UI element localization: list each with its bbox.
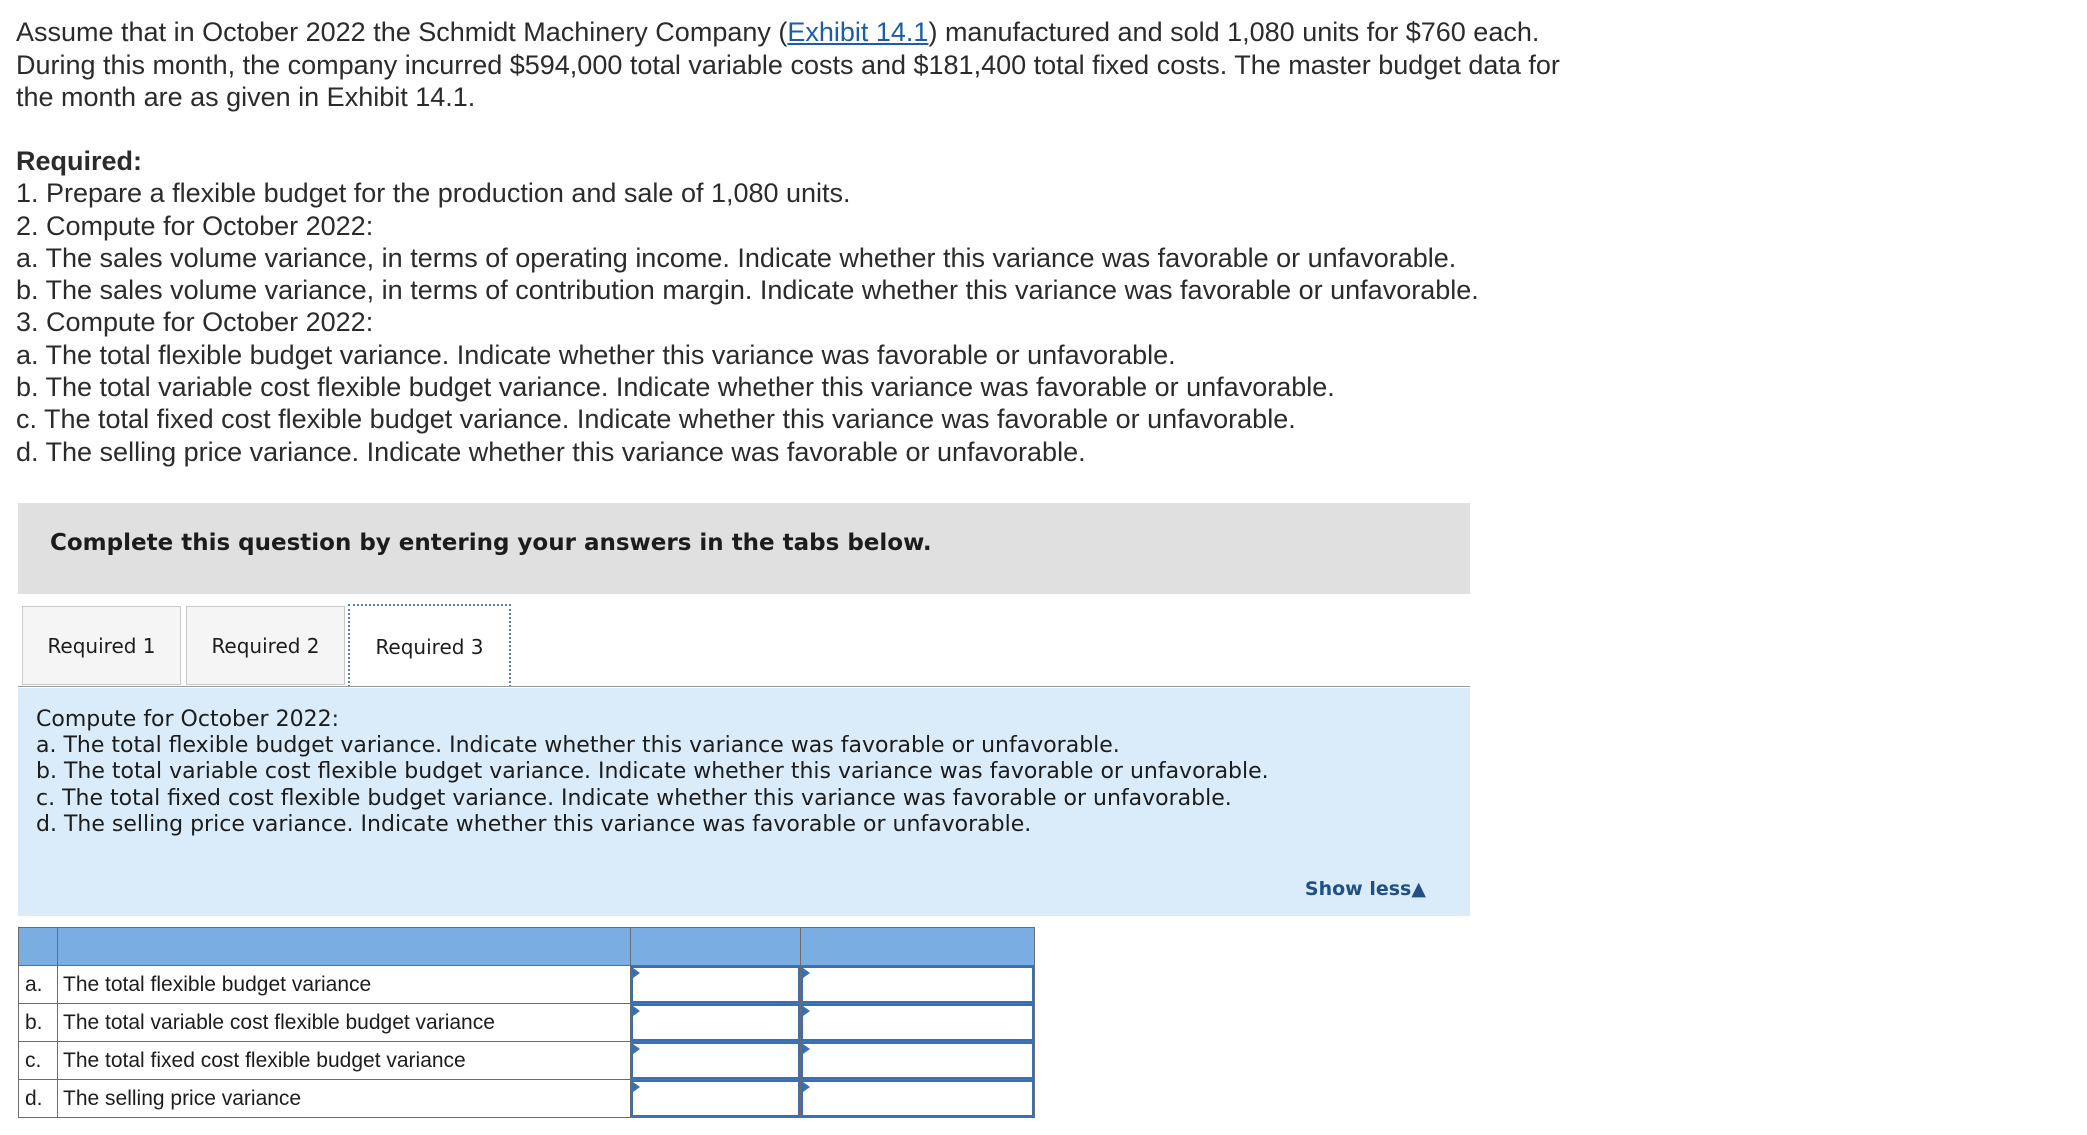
required-item: 2. Compute for October 2022: xyxy=(16,210,374,241)
required-item: d. The selling price variance. Indicate whether this variance was favorable or unfavorable. xyxy=(16,436,1086,467)
required-item: a. The sales volume variance, in terms of operating income. Indicate whether this variance was favorable or unfavorable. xyxy=(16,242,1457,273)
row-label: The total variable cost flexible budget variance xyxy=(58,1004,631,1042)
intro-text-end: ) manufactured and sold 1,080 units for $760 each. xyxy=(928,17,1540,47)
instruction-lines xyxy=(36,707,1269,838)
required-item: 1. Prepare a flexible budget for the production and sale of 1,080 units. xyxy=(16,178,851,209)
triangle-right-icon xyxy=(633,968,640,978)
row-letter: d. xyxy=(19,1080,58,1118)
answer-table xyxy=(18,927,1035,1118)
row-letter: b. xyxy=(19,1004,58,1042)
show-less-label: Show less xyxy=(1304,878,1412,900)
favorable-unfavorable-select[interactable] xyxy=(801,1004,1034,1041)
triangle-right-icon xyxy=(633,1082,640,1092)
row-label: The selling price variance xyxy=(58,1080,631,1118)
table-row xyxy=(19,1042,1035,1080)
favorable-unfavorable-select[interactable] xyxy=(801,1042,1034,1079)
triangle-right-icon xyxy=(633,1006,640,1016)
instruction-line: d. The selling price variance. Indicate whether this variance was favorable or unfavorable. xyxy=(36,811,1032,837)
favorable-unfavorable-select[interactable] xyxy=(801,966,1034,1003)
instructions-banner xyxy=(18,503,1470,594)
intro-line-2: During this month, the company incurred $594,000 total variable costs and $181,400 total fixed costs. The master budget data for xyxy=(16,49,1560,80)
triangle-up-icon: ▲ xyxy=(1411,878,1426,900)
banner-text: Complete this question by entering your answers in the tabs below. xyxy=(50,530,932,556)
fu-cell xyxy=(801,1004,1035,1042)
required-item: c. The total fixed cost flexible budget variance. Indicate whether this variance was favorable or unfavorable. xyxy=(16,404,1296,435)
amount-input[interactable] xyxy=(631,1004,800,1041)
intro-line-3: the month are as given in Exhibit 14.1. xyxy=(16,82,476,112)
required-item: 3. Compute for October 2022: xyxy=(16,307,374,338)
triangle-right-icon xyxy=(633,1044,640,1054)
row-label: The total flexible budget variance xyxy=(58,966,631,1004)
intro-text-start: Assume that in October 2022 the Schmidt Machinery Company ( xyxy=(16,17,788,47)
amount-input[interactable] xyxy=(631,1080,800,1117)
instruction-line: c. The total fixed cost flexible budget variance. Indicate whether this variance was favorable or unfavorable. xyxy=(36,785,1232,811)
triangle-right-icon xyxy=(803,1082,810,1092)
row-letter: a. xyxy=(19,966,58,1004)
required-item: a. The total flexible budget variance. Indicate whether this variance was favorable or unfavorable. xyxy=(16,339,1176,370)
problem-intro xyxy=(16,16,1656,114)
tab-required-2[interactable]: Required 2 xyxy=(186,606,345,685)
amount-cell xyxy=(631,1080,801,1118)
table-row xyxy=(19,966,1035,1004)
tab-required-1[interactable]: Required 1 xyxy=(22,606,181,685)
amount-cell xyxy=(631,966,801,1004)
tab-instructions-panel xyxy=(18,688,1470,916)
exhibit-link[interactable]: Exhibit 14.1 xyxy=(787,17,929,47)
required-item: b. The total variable cost flexible budget variance. Indicate whether this variance was favorable or unfavorable. xyxy=(16,372,1335,403)
triangle-right-icon xyxy=(803,968,810,978)
amount-cell xyxy=(631,1004,801,1042)
instruction-line: b. The total variable cost flexible budget variance. Indicate whether this variance was favorable or unfavorable. xyxy=(36,759,1269,785)
triangle-right-icon xyxy=(803,1006,810,1016)
amount-input[interactable] xyxy=(631,966,800,1003)
required-heading: Required: xyxy=(16,146,143,176)
header-cell xyxy=(19,928,58,966)
triangle-right-icon xyxy=(803,1044,810,1054)
favorable-unfavorable-select[interactable] xyxy=(801,1080,1034,1117)
fu-cell xyxy=(801,966,1035,1004)
fu-cell xyxy=(801,1080,1035,1118)
show-less-link[interactable] xyxy=(1305,878,1426,900)
required-list xyxy=(16,145,1656,468)
row-label: The total fixed cost flexible budget variance xyxy=(58,1042,631,1080)
row-letter: c. xyxy=(19,1042,58,1080)
table-row xyxy=(19,1080,1035,1118)
header-cell xyxy=(58,928,631,966)
tab-divider xyxy=(18,686,1470,687)
amount-cell xyxy=(631,1042,801,1080)
header-cell xyxy=(631,928,801,966)
header-cell xyxy=(801,928,1035,966)
table-header-row xyxy=(19,928,1035,966)
fu-cell xyxy=(801,1042,1035,1080)
instruction-line: Compute for October 2022: xyxy=(36,707,339,732)
tab-required-3[interactable]: Required 3 xyxy=(348,604,511,687)
amount-input[interactable] xyxy=(631,1042,800,1079)
required-item: b. The sales volume variance, in terms of contribution margin. Indicate whether this variance was favorable or unfavorable. xyxy=(16,275,1479,306)
instruction-line: a. The total flexible budget variance. Indicate whether this variance was favorable or unfavorable. xyxy=(36,733,1120,759)
table-row xyxy=(19,1004,1035,1042)
